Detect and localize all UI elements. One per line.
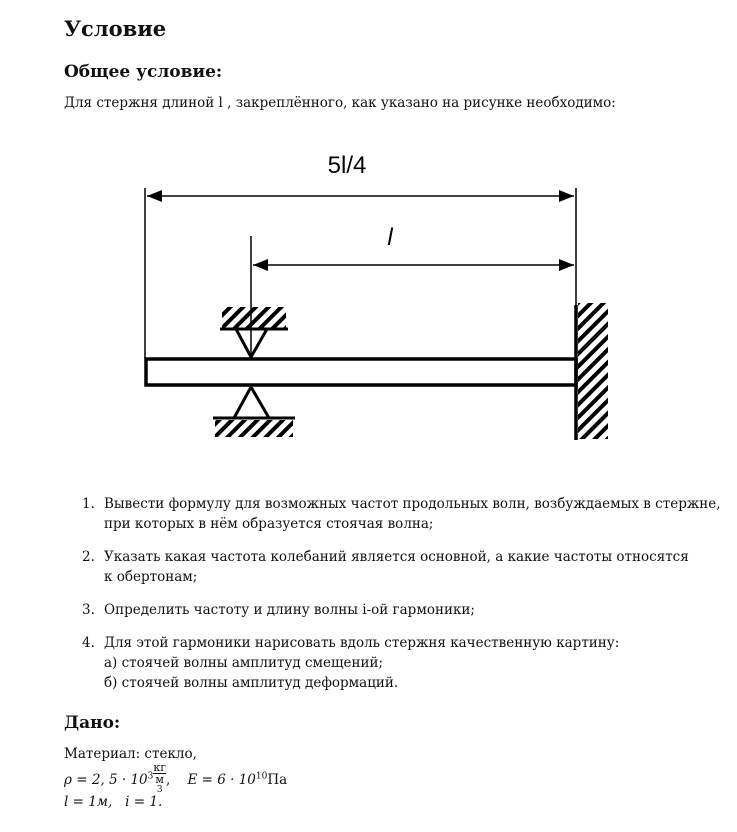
- task-item: 3. Определить частоту и длину волны i-ой гармоники;: [82, 602, 475, 618]
- intro-text: Для стержня длиной l , закреплённого, как указано на рисунке необходимо:: [64, 95, 616, 111]
- given-formulas: ρ = 2, $5 \cdot 10^3$ кг м $^3$ , $E = 6 \cdot 10^{10}Па$: [64, 761, 288, 795]
- task-item: 1. Вывести формулу для возможных частот продольных волн, возбуждаемых в стержне, при которых в нём образуется стоячая волна;: [82, 496, 721, 532]
- dimension-label-l: l: [387, 224, 393, 251]
- rod: [146, 359, 576, 385]
- task-list: [82, 494, 722, 706]
- given-length-index: l = 1м, i = 1.: [64, 794, 163, 810]
- dimension-label-total: 5l/4: [327, 152, 367, 179]
- given-material: Материал: стекло,: [64, 746, 197, 762]
- fixed-wall: [576, 303, 608, 440]
- page-title: Условие: [64, 16, 167, 41]
- task-item: 2. Указать какая частота колебаний является основной, а какие частоты относятся к обертонам;: [82, 549, 689, 585]
- general-heading: Общее условие:: [64, 62, 223, 82]
- top-support: [220, 307, 288, 357]
- bottom-support: [213, 387, 295, 437]
- task-item: 4. Для этой гармоники нарисовать вдоль стержня качественную картину: а) стоячей волны амплитуд смещений; б) стоячей волны амплитуд деформаций.: [82, 635, 620, 691]
- given-heading: Дано:: [64, 713, 121, 733]
